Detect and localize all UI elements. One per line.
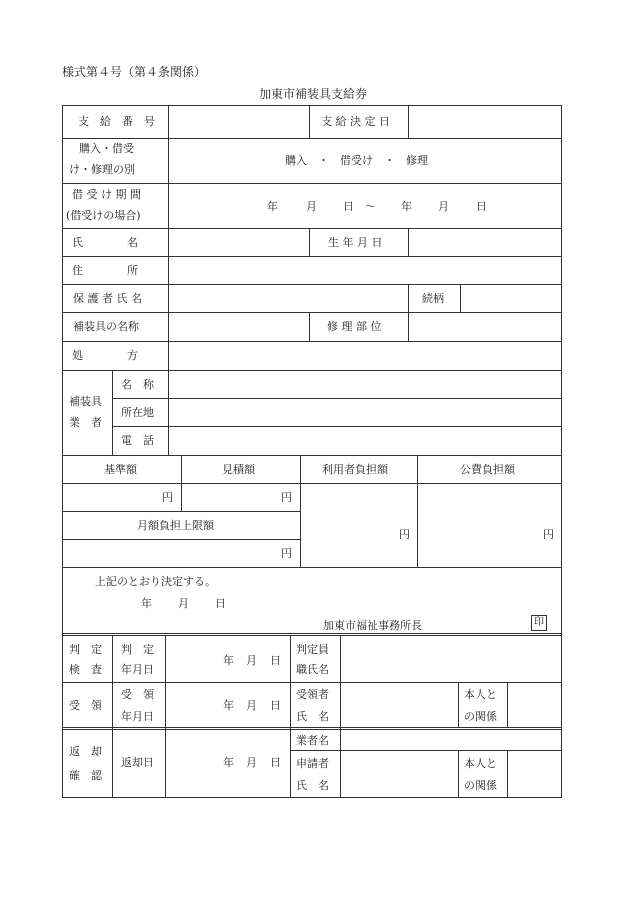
label-juryou: 受 領 <box>69 699 102 712</box>
seal-mark: 印 <box>531 615 547 631</box>
label-hogosha: 保 護 者 氏 名 <box>73 292 142 305</box>
hantei-nen: 年 <box>223 654 234 667</box>
label-shimei: 氏 名 <box>72 236 138 249</box>
decision-text: 上記のとおり決定する。 <box>95 575 216 588</box>
yen-getsugaku: 円 <box>281 547 292 560</box>
yen-kijungaku: 円 <box>162 491 173 504</box>
label-honnin2-line2: の関係 <box>464 779 497 792</box>
period-nen-2: 年 <box>401 200 412 213</box>
label-hanteiin-line2: 職氏名 <box>296 663 329 676</box>
form-number: 様式第４号（第４条関係） <box>62 65 207 79</box>
period-hi-2: 日 <box>476 200 487 213</box>
henkyaku-nen: 年 <box>223 756 234 769</box>
label-getsugaku: 月額負担上限額 <box>137 519 214 532</box>
label-meisho: 名 称 <box>121 378 154 391</box>
form-title: 加東市補装具支給券 <box>259 87 368 101</box>
period-tsuki-1: 月 <box>306 200 317 213</box>
label-seinengappi: 生 年 月 日 <box>328 236 383 249</box>
juryou-nen: 年 <box>223 699 234 712</box>
yen-kouhi-futan: 円 <box>543 528 554 541</box>
yen-mitsumorigaku: 円 <box>281 491 292 504</box>
issuer-name: 加東市福祉事務所長 <box>323 619 422 632</box>
label-shikyu-bango: 支 給 番 号 <box>78 115 155 128</box>
header-mitsumorigaku: 見積額 <box>222 463 255 476</box>
label-juryou-bi-line2: 年月日 <box>121 710 154 723</box>
label-henkyaku-bi: 返却日 <box>121 756 154 769</box>
label-gyoshamei: 業者名 <box>296 734 329 747</box>
label-kariuke-line1: 借 受 け 期 間 <box>72 188 141 201</box>
label-hosougu-meisho: 補装具の名称 <box>73 320 139 333</box>
period-hi-1: 日 <box>343 200 354 213</box>
label-kariuke-line2: (借受けの場合) <box>66 209 141 222</box>
juryou-tsuki: 月 <box>246 699 257 712</box>
label-shikyu-kettei-bi: 支 給 決 定 日 <box>321 115 390 128</box>
label-kounyu-line2: け・修理の別 <box>69 163 135 176</box>
label-hantei-bi-line1: 判 定 <box>121 643 154 656</box>
label-henkyaku-line2: 確 認 <box>69 769 102 782</box>
label-shinseisha-line2: 氏 名 <box>296 779 329 792</box>
hantei-hi: 日 <box>270 654 281 667</box>
label-hantei-bi-line2: 年月日 <box>121 663 154 676</box>
label-gyosha-line1: 補装具 <box>69 395 102 408</box>
label-hantei-line1: 判 定 <box>69 643 102 656</box>
period-nen-1: 年 <box>267 200 278 213</box>
label-juryousha-line2: 氏 名 <box>296 710 329 723</box>
label-zokugara: 続柄 <box>422 292 444 305</box>
decision-tsuki: 月 <box>178 597 189 610</box>
label-henkyaku-line1: 返 却 <box>69 745 102 758</box>
label-kounyu-line1: 購入・借受 <box>79 142 134 155</box>
label-juryou-bi-line1: 受 領 <box>121 688 154 701</box>
header-kijungaku: 基準額 <box>104 463 137 476</box>
label-honnin-line1: 本人と <box>464 688 497 701</box>
header-kouhi-futan: 公費負担額 <box>460 463 515 476</box>
label-gyosha-line2: 業 者 <box>69 416 102 429</box>
label-shinseisha-line1: 申請者 <box>296 757 329 770</box>
label-shohou: 処 方 <box>72 349 138 362</box>
henkyaku-hi: 日 <box>270 756 281 769</box>
juryou-hi: 日 <box>270 699 281 712</box>
label-jusho: 住 所 <box>72 264 138 277</box>
label-honnin-line2: の関係 <box>464 710 497 723</box>
label-hantei-line2: 検 査 <box>69 663 102 676</box>
label-shozaichi: 所在地 <box>121 406 154 419</box>
decision-nen: 年 <box>141 597 152 610</box>
label-juryousha-line1: 受領者 <box>296 688 329 701</box>
hantei-tsuki: 月 <box>246 654 257 667</box>
label-hanteiin-line1: 判定員 <box>296 643 329 656</box>
label-shuri-bui: 修 理 部 位 <box>327 320 382 333</box>
period-tsuki-2: 月 <box>438 200 449 213</box>
yen-riyousha-futan: 円 <box>399 528 410 541</box>
period-kara: ～ <box>365 200 376 213</box>
header-riyousha-futan: 利用者負担額 <box>322 463 388 476</box>
label-denwa: 電 話 <box>121 434 154 447</box>
kounyu-value: 購入 ・ 借受け ・ 修理 <box>285 154 428 167</box>
henkyaku-tsuki: 月 <box>246 756 257 769</box>
label-honnin2-line1: 本人と <box>464 757 497 770</box>
decision-hi: 日 <box>215 597 226 610</box>
